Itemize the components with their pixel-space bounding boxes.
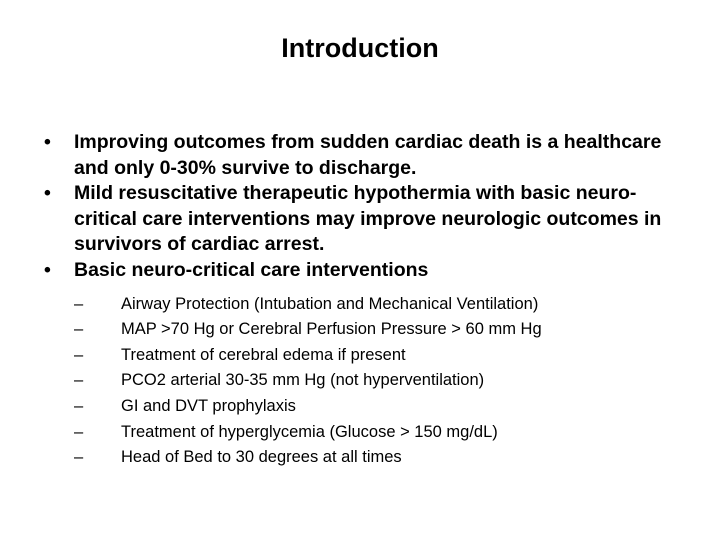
- bullet-marker: •: [44, 258, 51, 281]
- sub-bullet-text: Airway Protection (Intubation and Mechanical Ventilation): [121, 294, 539, 313]
- sub-bullet-item: [74, 343, 694, 369]
- dash-marker: –: [74, 371, 84, 390]
- sub-bullet-item: [74, 445, 694, 471]
- sub-bullet-list: [74, 292, 694, 471]
- sub-bullet-text: PCO2 arterial 30-35 mm Hg (not hyperventilation): [121, 371, 485, 390]
- sub-bullet-item: [74, 292, 694, 318]
- dash-marker: –: [74, 294, 84, 313]
- bullet-text: Improving outcomes from sudden cardiac death is a healthcare and only 0-30% survive to discharge.: [74, 131, 662, 179]
- bullet-item: [44, 258, 694, 471]
- sub-bullet-text: Head of Bed to 30 degrees at all times: [121, 448, 402, 467]
- bullet-item: [44, 181, 694, 258]
- dash-marker: –: [74, 422, 84, 441]
- dash-marker: –: [74, 396, 84, 415]
- sub-bullet-item: [74, 368, 694, 394]
- dash-marker: –: [74, 448, 84, 467]
- sub-bullet-item: [74, 317, 694, 343]
- dash-marker: –: [74, 345, 84, 364]
- dash-marker: –: [74, 320, 84, 339]
- sub-bullet-text: MAP >70 Hg or Cerebral Perfusion Pressure > 60 mm Hg: [121, 320, 542, 339]
- sub-bullet-text: GI and DVT prophylaxis: [121, 396, 296, 415]
- sub-bullet-item: [74, 394, 694, 420]
- sub-bullet-text: Treatment of cerebral edema if present: [121, 345, 406, 364]
- bullet-text: Mild resuscitative therapeutic hypothermia with basic neuro-critical care interventions may improve neurologic outcomes in survivors of cardiac arrest.: [74, 182, 662, 256]
- slide-title: Introduction: [281, 33, 439, 63]
- bullet-item: [44, 130, 694, 181]
- sub-bullet-text: Treatment of hyperglycemia (Glucose > 150 mg/dL): [121, 422, 498, 441]
- bullet-marker: •: [44, 182, 51, 205]
- sub-bullet-item: [74, 420, 694, 446]
- bullet-text: Basic neuro-critical care interventions: [74, 258, 429, 281]
- bullet-marker: •: [44, 131, 51, 153]
- bullet-list: [44, 130, 694, 471]
